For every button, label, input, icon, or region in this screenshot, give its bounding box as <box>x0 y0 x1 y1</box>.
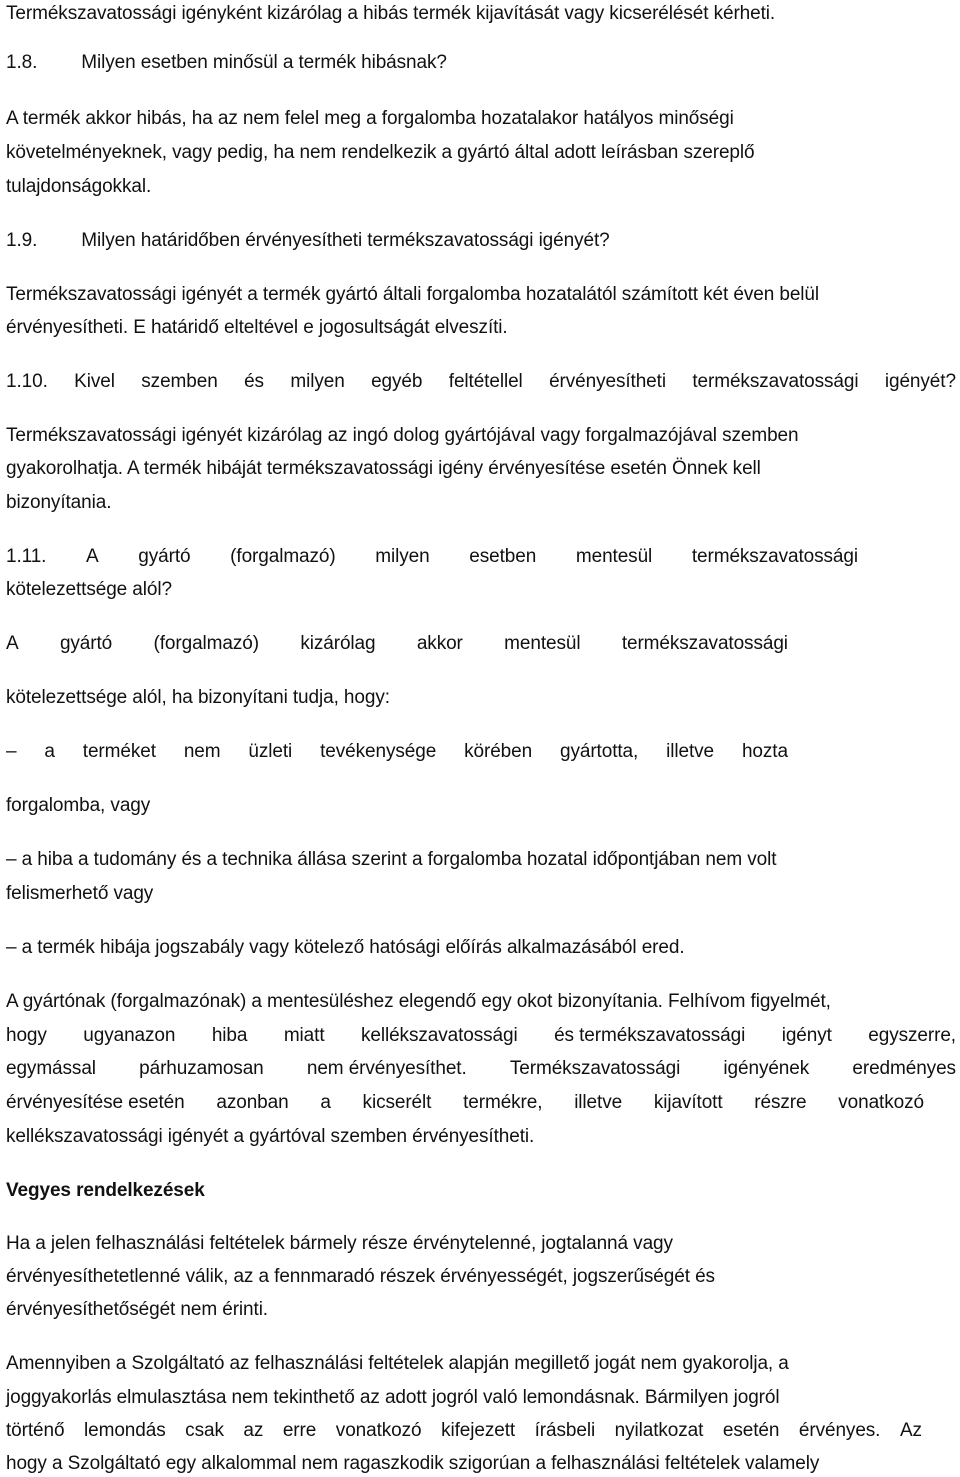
word: milyen <box>290 371 345 392</box>
word: ugyanazon <box>83 1025 176 1046</box>
word: érvényesítése esetén <box>6 1092 185 1113</box>
paragraph-line <box>6 1091 924 1115</box>
section-number: 1.8. <box>6 52 38 73</box>
paragraph-line: forgalomba, vagy <box>6 795 151 816</box>
word: Termékszavatossági <box>509 1058 681 1079</box>
word: erre <box>282 1420 317 1441</box>
paragraph-line: tulajdonságokkal. <box>6 176 152 197</box>
word: a <box>44 741 55 762</box>
word: akkor <box>416 633 463 654</box>
word: és termékszavatossági <box>554 1025 746 1046</box>
word: érvényes. <box>798 1420 881 1441</box>
word: tevékenysége <box>320 741 437 762</box>
word: esetben <box>469 546 537 567</box>
word: kijavított <box>653 1092 723 1113</box>
word: kicserélt <box>362 1092 432 1113</box>
paragraph-line: Ha a jelen felhasználási feltételek bármely része érvénytelenné, jogtalanná vagy <box>6 1233 673 1254</box>
dash-bullet: – <box>6 741 17 762</box>
paragraph-line: kellékszavatossági igényét a gyártóval szemben érvényesítheti. <box>6 1126 535 1147</box>
word: kizárólag <box>300 633 376 654</box>
word: nem <box>183 741 221 762</box>
word: kifejezett <box>441 1420 516 1441</box>
word: üzleti <box>248 741 293 762</box>
paragraph-line <box>6 632 788 656</box>
word: mentesül <box>504 633 581 654</box>
word: az <box>243 1420 264 1441</box>
section-heading-vegyes-rendelkezesek: Vegyes rendelkezések <box>6 1180 205 1201</box>
paragraph-line: kötelezettsége alól, ha bizonyítani tudja, hogy: <box>6 687 390 708</box>
word: egyéb <box>371 371 423 392</box>
section-heading-1-9 <box>6 229 956 253</box>
word: lemondás <box>84 1420 166 1441</box>
paragraph-line: Termékszavatossági igényként kizárólag a hibás termék kijavítását vagy kicserélését kérheti. <box>6 3 776 24</box>
word: miatt <box>283 1025 325 1046</box>
word: hozta <box>741 741 788 762</box>
word: szemben <box>141 371 218 392</box>
word: milyen <box>375 546 430 567</box>
paragraph-line: kötelezettsége alól? <box>6 579 172 600</box>
word: igényének <box>723 1058 810 1079</box>
word: mentesül <box>575 546 653 567</box>
paragraph-line: érvényesíthetetlenné válik, az a fennmaradó részek érvényességét, jogszerűségét és <box>6 1266 715 1287</box>
word: illetve <box>666 741 715 762</box>
list-item <box>6 740 788 764</box>
word: termékszavatossági <box>692 371 859 392</box>
word: igényt <box>781 1025 832 1046</box>
paragraph-line <box>6 1419 922 1443</box>
paragraph-line <box>6 1024 956 1048</box>
word: vonatkozó <box>335 1420 422 1441</box>
word: Az <box>899 1420 922 1441</box>
word: feltétellel <box>448 371 523 392</box>
paragraph-line: hogy a Szolgáltató egy alkalommal nem ragaszkodik szigorúan a felhasználási feltételek valamely <box>6 1453 820 1474</box>
word: A <box>86 546 99 567</box>
word: terméket <box>82 741 156 762</box>
word: gyártotta, <box>559 741 639 762</box>
word: nem érvényesíthet. <box>306 1058 467 1079</box>
word: esetén <box>722 1420 780 1441</box>
word: írásbeli <box>534 1420 596 1441</box>
word: Kivel <box>74 371 115 392</box>
word: párhuzamosan <box>139 1058 264 1079</box>
word: kellékszavatossági <box>360 1025 518 1046</box>
word: A <box>6 633 19 654</box>
word: egymással <box>6 1058 96 1079</box>
word: hogy <box>6 1025 47 1046</box>
paragraph-line: érvényesíthetőségét nem érinti. <box>6 1299 268 1320</box>
word: csak <box>185 1420 224 1441</box>
word: hiba <box>211 1025 248 1046</box>
word: egyszerre, <box>868 1025 956 1046</box>
word: nyilatkozat <box>614 1420 704 1441</box>
word: termékszavatossági <box>691 546 858 567</box>
word: részre <box>754 1092 807 1113</box>
section-heading-1-8 <box>6 51 956 75</box>
paragraph-line: joggyakorlás elmulasztása nem tekinthető az adott jogról való lemondásnak. Bármilyen jogról <box>6 1387 780 1408</box>
section-heading-1-10 <box>6 370 956 394</box>
word: 1.10. <box>6 371 48 392</box>
list-item: – a hiba a tudomány és a technika állása szerint a forgalomba hozatal időpontjában nem volt <box>6 849 777 870</box>
word: és <box>244 371 264 392</box>
list-item: – a termék hibája jogszabály vagy kötelező hatósági előírás alkalmazásából ered. <box>6 937 685 958</box>
section-title: Milyen határidőben érvényesítheti termékszavatossági igényét? <box>81 230 610 251</box>
word: gyártó <box>59 633 113 654</box>
paragraph-line: felismerhető vagy <box>6 883 154 904</box>
word: (forgalmazó) <box>153 633 259 654</box>
section-heading-1-11 <box>6 545 858 569</box>
paragraph-line: Termékszavatossági igényét kizárólag az ingó dolog gyártójával vagy forgalmazójával szemben <box>6 425 799 446</box>
word: 1.11. <box>6 546 47 567</box>
word: termékszavatossági <box>621 633 788 654</box>
word: körében <box>464 741 533 762</box>
word: igényét? <box>884 371 956 392</box>
word: illetve <box>574 1092 623 1113</box>
section-title: Milyen esetben minősül a termék hibásnak? <box>81 52 447 73</box>
word: vonatkozó <box>838 1092 924 1113</box>
paragraph-line: A termék akkor hibás, ha az nem felel meg a forgalomba hozatalakor hatályos minőségi <box>6 108 734 129</box>
word: a <box>320 1092 331 1113</box>
word: eredményes <box>852 1058 956 1079</box>
word: (forgalmazó) <box>230 546 336 567</box>
word: azonban <box>216 1092 289 1113</box>
paragraph-line: érvényesítheti. E határidő elteltével e jogosultságát elveszíti. <box>6 317 508 338</box>
paragraph-line: követelményeknek, vagy pedig, ha nem rendelkezik a gyártó által adott leírásban szereplő <box>6 142 755 163</box>
paragraph-line: A gyártónak (forgalmazónak) a mentesüléshez elegendő egy okot bizonyítania. Felhívom figyelmét, <box>6 991 831 1012</box>
word: gyártó <box>138 546 191 567</box>
paragraph-line: Amennyiben a Szolgáltató az felhasználási feltételek alapján megillető jogát nem gyakorolja, a <box>6 1353 789 1374</box>
word: történő <box>6 1420 65 1441</box>
word: termékre, <box>463 1092 543 1113</box>
paragraph-line: gyakorolhatja. A termék hibáját termékszavatossági igény érvényesítése esetén Önnek kell <box>6 458 761 479</box>
word: érvényesítheti <box>549 371 666 392</box>
section-number: 1.9. <box>6 230 38 251</box>
paragraph-line: Termékszavatossági igényét a termék gyártó általi forgalomba hozatalától számított két éven belül <box>6 284 819 305</box>
paragraph-line: bizonyítania. <box>6 492 112 513</box>
paragraph-line <box>6 1057 956 1081</box>
